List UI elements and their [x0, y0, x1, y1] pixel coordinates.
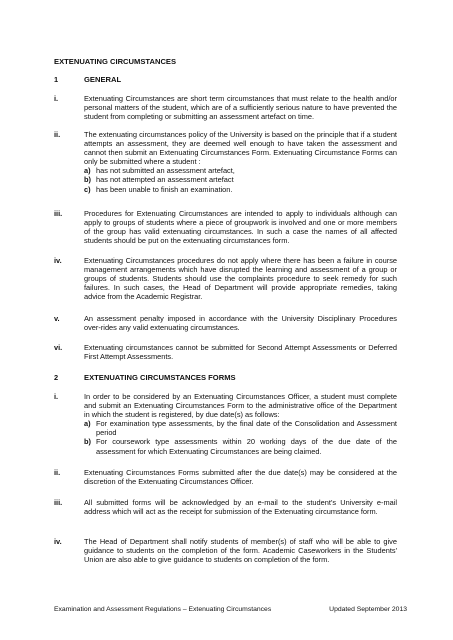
paragraph: [84, 498, 397, 516]
paragraph-label: i.: [54, 94, 59, 103]
list-item-label: a): [84, 166, 91, 176]
paragraph-label: ii.: [54, 130, 61, 139]
list-item-text: has not submitted an assessment artefact,: [96, 166, 235, 176]
list-item: [84, 185, 397, 194]
list-item: [84, 175, 397, 184]
list-item-text: For coursework type assessments within 20 working days of the due date of the assessment for which Extenuating Circumstances are being claimed.: [96, 437, 397, 456]
paragraph-text: Procedures for Extenuating Circumstances are intended to apply to individuals although can apply to groups of students where a piece of groupwork is involved and one or more members of the group has valid extenuating circumstances. In such a case the names of all affected students should be put on the extenuating circumstances form.: [84, 209, 397, 246]
paragraph-label: iv.: [54, 537, 62, 546]
paragraph-text: Extenuating circumstances cannot be submitted for Second Attempt Assessments or Deferred First Attempt Assessments.: [84, 343, 397, 362]
paragraph-text: All submitted forms will be acknowledged by an e-mail to the student’s University e-mail address which will act as the receipt for submission of the Extenuating circumstance form.: [84, 498, 397, 517]
paragraph: [84, 314, 397, 332]
list-item-label: a): [84, 419, 91, 429]
paragraph: [84, 209, 397, 245]
paragraph-text: Extenuating Circumstances Forms submitted after the due date(s) may be considered at the discretion of the Extenuating Circumstances Officer.: [84, 468, 397, 487]
footer-updated-date: Updated September 2013: [329, 606, 407, 613]
paragraph-text: Extenuating Circumstances are short term circumstances that must relate to the health and/or personal matters of the student, which are of a sufficiently serious nature to have prevented the student from completing or submitting an assessment artefact on time.: [84, 94, 397, 122]
list-item-text: has not attempted an assessment artefact: [96, 175, 234, 185]
paragraph-label: i.: [54, 392, 59, 401]
list-item-text: has been unable to finish an examination.: [96, 184, 233, 194]
list-item: [84, 419, 397, 437]
paragraph-label: iii.: [54, 209, 63, 218]
paragraph: [84, 343, 397, 361]
paragraph: [84, 468, 397, 486]
page-footer: [54, 605, 407, 614]
paragraph-text: Extenuating Circumstances procedures do not apply where there has been a failure in course management arrangements which have disrupted the learning and assessment of a group or groups of students. Students should use the complaints procedure to seek remedy for such failures. In such cases, the Head of Department will provide appropriate remedies, taking advice from the Academic Registrar.: [84, 256, 397, 302]
list-item-label: b): [84, 175, 91, 185]
footer-document-title: Examination and Assessment Regulations – Extenuating Circumstances: [54, 606, 272, 613]
paragraph: [84, 94, 397, 121]
list-item-text: For examination type assessments, by the final date of the Consolidation and Assessment period: [96, 419, 397, 438]
paragraph: [84, 392, 397, 456]
list-item-label: b): [84, 437, 91, 447]
list-item-label: c): [84, 184, 91, 194]
paragraph-label: v.: [54, 314, 60, 323]
paragraph-label: ii.: [54, 468, 61, 477]
paragraph-text: The Head of Department shall notify students of member(s) of staff who will be able to give guidance to students on the completion of the form. Academic Caseworkers in the Students' Union are also able to give guidance to students on completion of the form.: [84, 537, 397, 565]
section-heading: EXTENUATING CIRCUMSTANCES FORMS: [84, 373, 236, 382]
paragraph: [84, 130, 397, 194]
paragraph-label: iii.: [54, 498, 63, 507]
paragraph-label: iv.: [54, 256, 62, 265]
list-item: [84, 166, 397, 175]
document-title: EXTENUATING CIRCUMSTANCES: [54, 57, 177, 66]
paragraph-text: In order to be considered by an Extenuating Circumstances Officer, a student must complete and submit an Extenuating Circumstances Form to the administrative office of the Department in which the student is registered, by due date(s) as follows:: [84, 392, 397, 420]
paragraph: [84, 256, 397, 301]
paragraph-text: The extenuating circumstances policy of the University is based on the principle that if a student attempts an assessment, they are deemed well enough to have taken the assessment and cannot then submit an Extenuating Circumstances Form. Extenuating Circumstance Forms can only be submitted where a student :: [84, 130, 397, 167]
paragraph: [84, 537, 397, 564]
section-heading: GENERAL: [84, 75, 122, 84]
section-number: 1: [54, 75, 59, 84]
paragraph-label: vi.: [54, 343, 63, 352]
sub-list: [84, 419, 397, 455]
paragraph-text: An assessment penalty imposed in accordance with the University Disciplinary Procedures over-rides any valid extenuating circumstances.: [84, 314, 397, 333]
section-number: 2: [54, 373, 59, 382]
list-item: [84, 437, 397, 455]
sub-list: [84, 166, 397, 193]
